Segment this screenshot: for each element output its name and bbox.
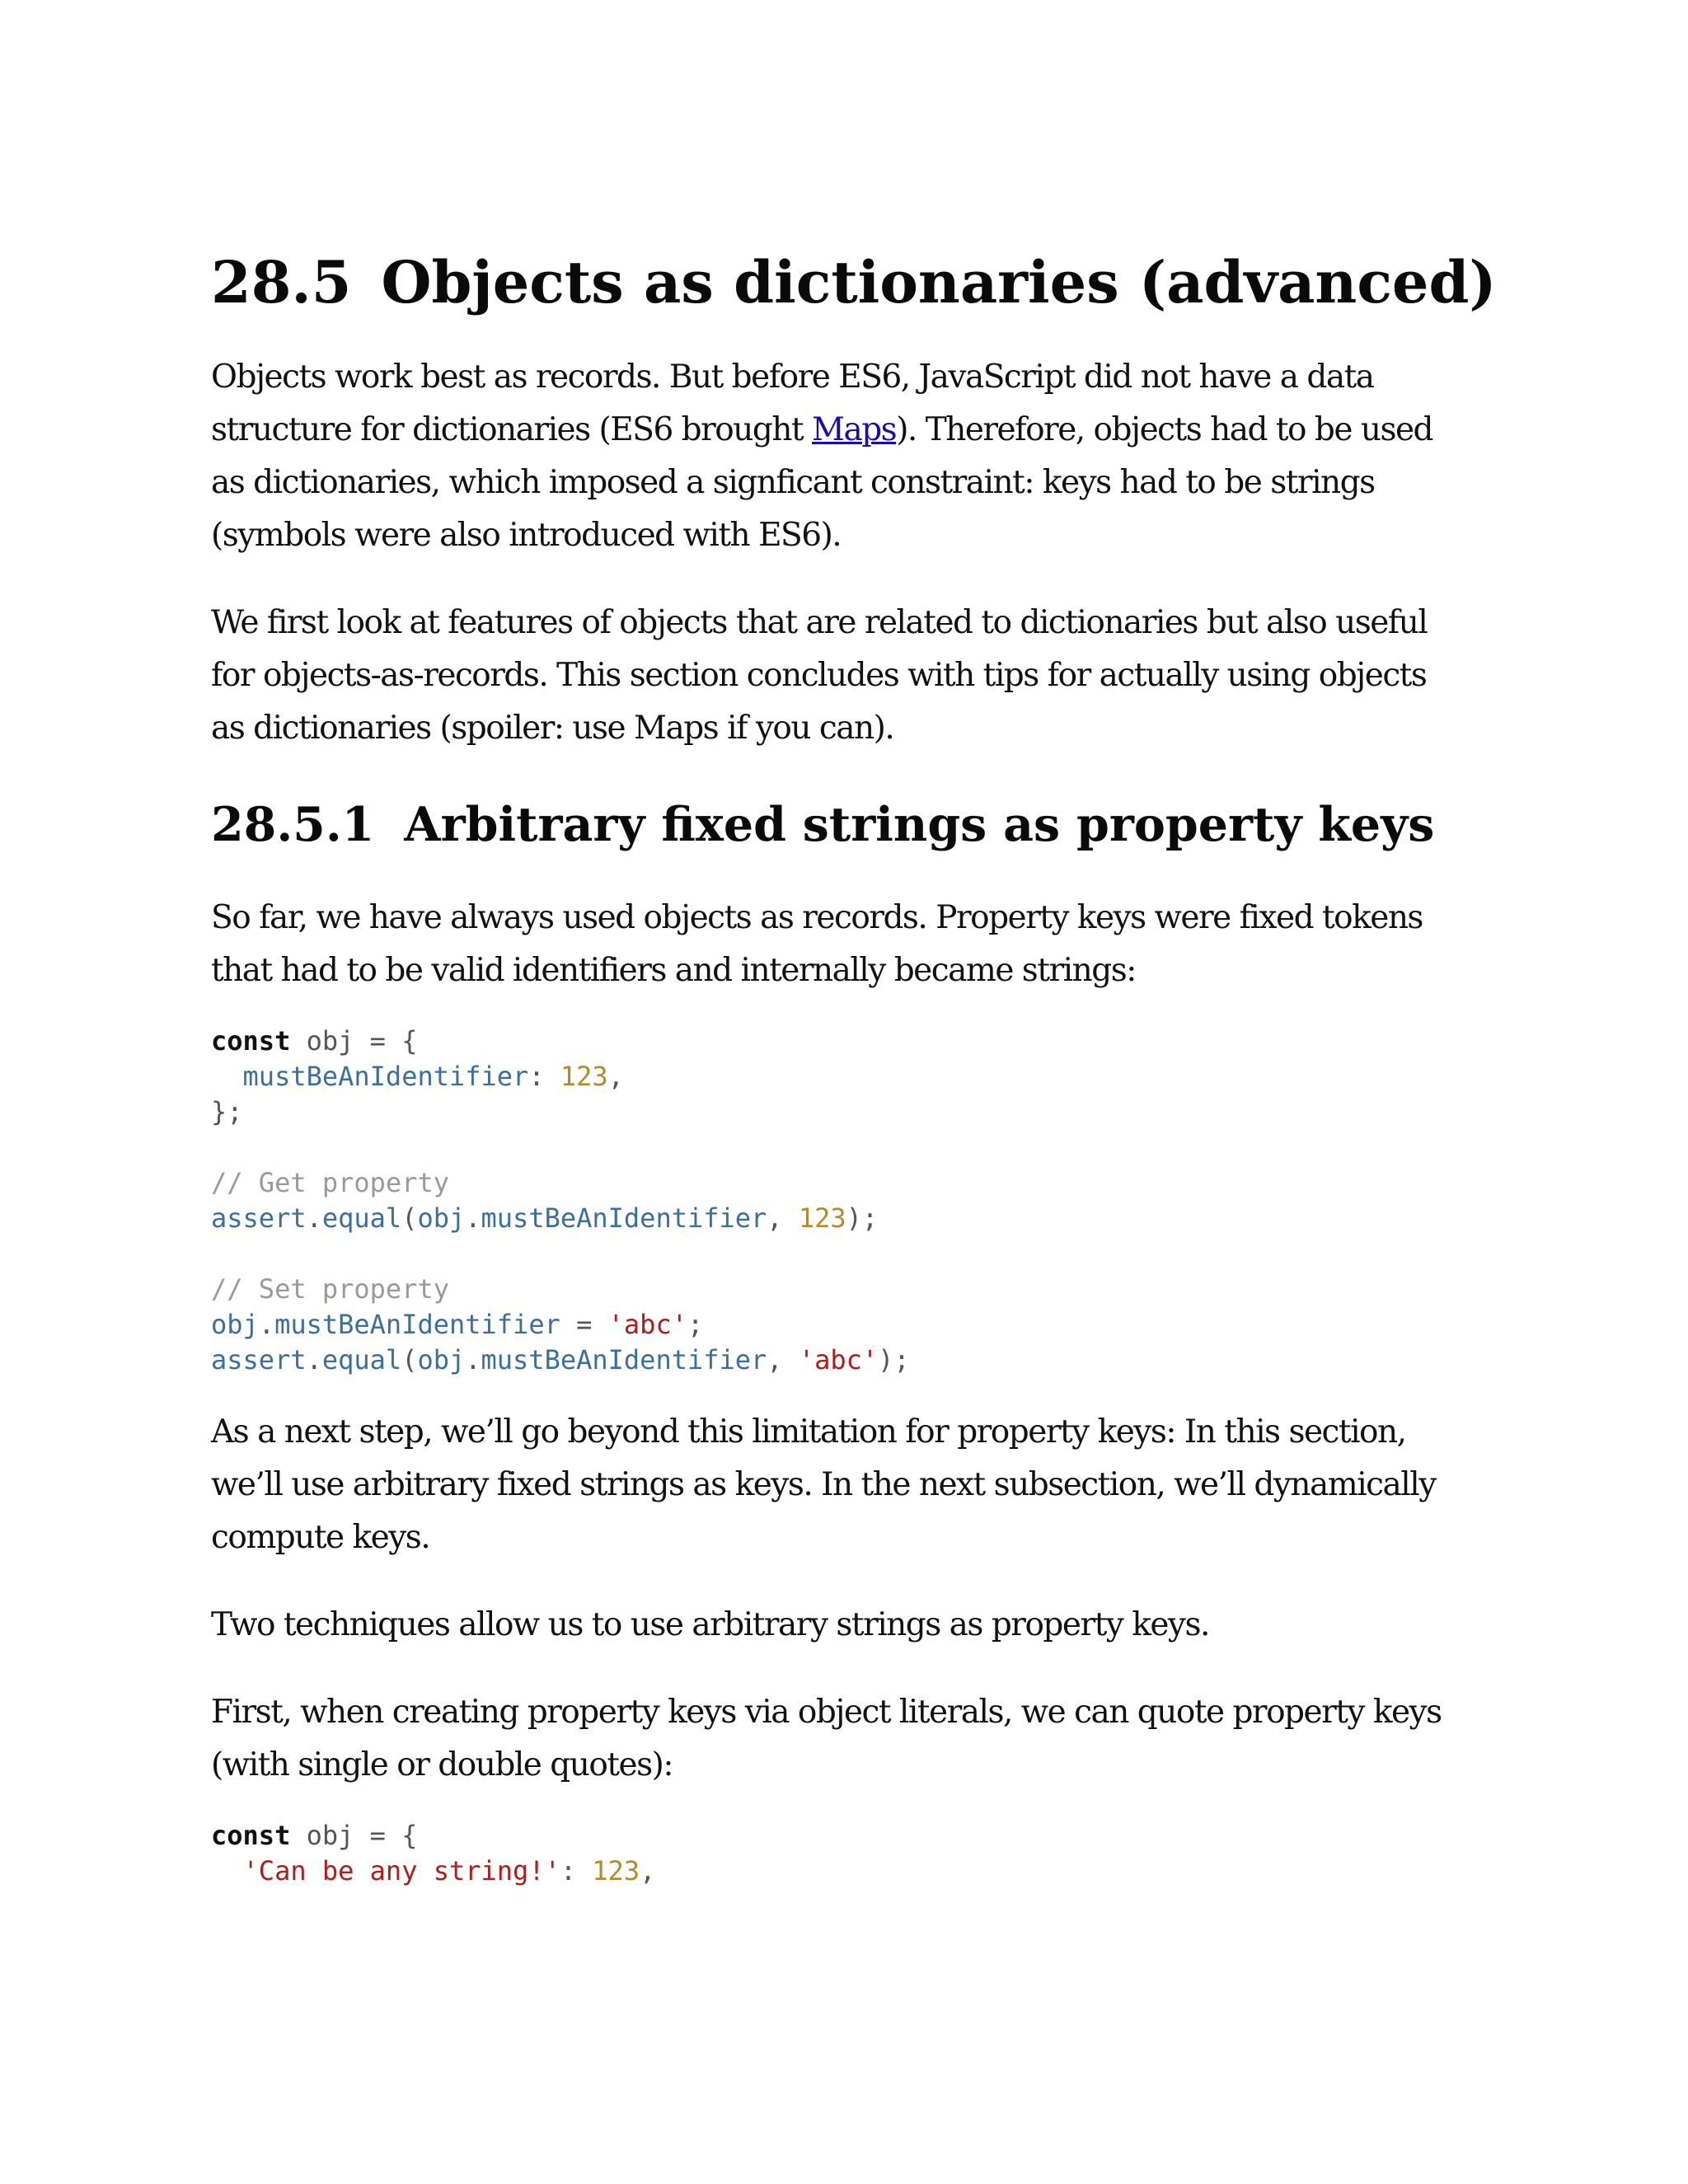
- subsection-paragraph-3: Two techniques allow us to use arbitrary strings as property keys.: [211, 1606, 1209, 1643]
- subsection-paragraph-1: So far, we have always used objects as records. Property keys were fixed tokens that had to be valid identifiers and internally became strings:: [211, 899, 1423, 989]
- section-title: Objects as dictionaries (advanced): [381, 248, 1497, 316]
- code-block-1: const obj = { mustBeAnIdentifier: 123, }; // Get property assert.equal(obj.mustBeAnIdentifier, 123); // Set property obj.mustBeAnIdentifier = 'abc'; assert.equal(obj.mustBeAnIdentifier, 'abc');: [211, 1025, 910, 1376]
- subsection-number: 28.5.1: [211, 797, 375, 852]
- maps-link[interactable]: Maps: [812, 411, 897, 448]
- code-block-2: const obj = { 'Can be any string!': 123,: [211, 1820, 656, 1886]
- subsection-paragraph-2: As a next step, we’ll go beyond this limitation for property keys: In this section, we’ll use arbitrary fixed strings as keys. In the next subsection, we’ll dynamically compute keys.: [211, 1413, 1436, 1556]
- section-number: 28.5: [211, 248, 352, 316]
- subsection-paragraph-4: First, when creating property keys via object literals, we can quote property keys (with single or double quotes):: [211, 1694, 1442, 1783]
- section-heading: [211, 237, 1497, 328]
- intro-paragraph-1: Objects work best as records. But before ES6, JavaScript did not have a data structure for dictionaries (ES6 brought Maps). Therefore, objects had to be used as dictionaries, which imposed a signficant constraint: keys had to be strings (symbols were also introduced with ES6).: [211, 359, 1433, 554]
- subsection-title: Arbitrary fixed strings as property keys: [404, 797, 1435, 852]
- page-content: [211, 237, 1497, 1889]
- intro-paragraph-2: We first look at features of objects that are related to dictionaries but also useful for objects-as-records. This section concludes with tips for actually using objects as dictionaries (spoiler: use Maps if you can).: [211, 604, 1428, 747]
- subsection-heading: [211, 788, 1480, 862]
